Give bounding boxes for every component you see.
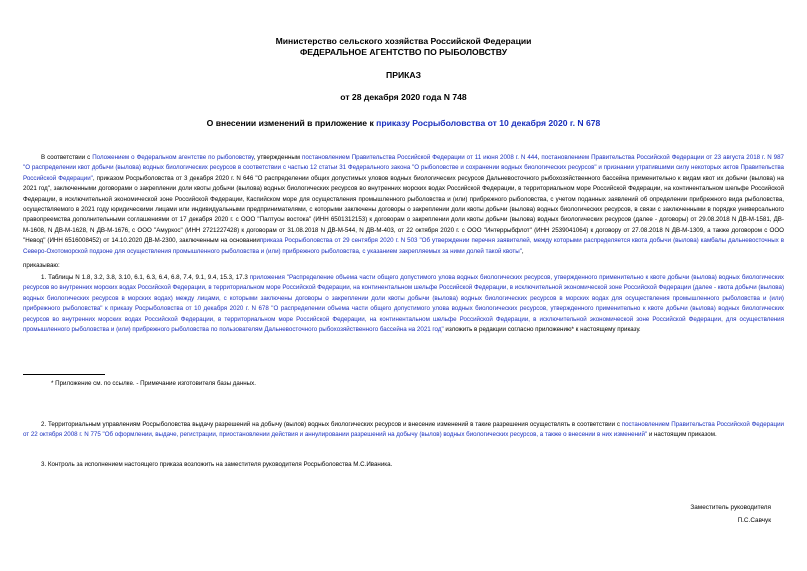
resolution-775-link[interactable]: постановлением Правительства Российской Федерации от 22 октября 2008 г. N 775 "Об оформлении, выдаче, регистрации, приостановлении действия и аннулировании разрешений на добычу (вылов) водных биологических ресурсов, а также о внесении в них изменений": [23, 421, 784, 439]
p3-text-a: 1. Таблицы N 1.8, 3.2, 3.8, 3.10, 6.1, 6.3, 6.4, 6.8, 7.4, 9.1, 9.4, 15.3, 17.3: [41, 274, 250, 281]
preamble-paragraph: [23, 153, 784, 257]
item-1-paragraph: [23, 273, 784, 366]
subject-prefix: О внесении изменений в приложение к: [206, 118, 377, 128]
p1-text-a: В соответствии с: [41, 154, 93, 161]
signatory-name: П.С.Савчук: [737, 517, 771, 524]
resolution-987-link[interactable]: постановлением Правительства Российской Федерации от 23 августа 2018 г. N 987 "О распределении квот добычи (вылова) водных биологических ресурсов в соответствии с частью 12 статьи 31 Федерального закона "О рыболовстве и сохранении водных биологических ресурсов" и признании утратившими силу некоторых актов Правительства Российской Федерации": [23, 154, 784, 182]
p1-text-b: , утвержденным: [253, 154, 302, 161]
p1-text-c: ,: [537, 154, 542, 161]
item-2-paragraph: [23, 420, 784, 452]
doc-subject: [0, 118, 807, 129]
p4-text-a: 2. Территориальным управлениям Росрыболовства выдачу разрешений на добычу (вылов) водных биологических ресурсов и внесение изменений в такие разрешения осуществлять в соответствии с: [41, 421, 622, 428]
item-3-paragraph: 3. Контроль за исполнением настоящего приказа возложить на заместителя руководителя Росрыболовства М.С.Иваника.: [41, 461, 393, 468]
footnote: * Приложение см. по ссылке. - Примечание изготовителя базы данных.: [51, 380, 256, 387]
doc-date-number: от 28 декабря 2020 года N 748: [340, 92, 467, 102]
p1-text-e: ,: [521, 247, 524, 255]
p3-text-b: изложить в редакции согласно приложению* к настоящему приказу.: [443, 326, 641, 334]
appendix-link[interactable]: приложения "Распределение объема части общего допустимого улова водных биологических ресурсов, утвержденного применительно к квоте добычи (вылова) водных биологических ресурсов во внутренних морских водах Российской Федерации, в территориальном море Российской Федерации, на континентальном шельфе Российской Федерации, в исключительной экономической зоне Российской Федерации (далее - квота добычи (вылова) водных биологических ресурсов в морских водах) между лицами, с которыми заключены договоры о закреплении доли квоты добычи (вылова) водных биологических ресурсов в морских водах для осуществления промышленного рыболовства и (или) прибрежного рыболовства" к приказу Росрыболовства от 10 декабря 2020 г. N 678 "О распределении объема части общего допустимого улова водных биологических ресурсов, утвержденного применительно к квоте добычи (вылова) водных биологических ресурсов во внутренних морских водах Российской Федерации, в территориальном море Российской Федерации, на континентальном шельфе Российской Федерации, в исключительной экономической зоне Российской Федерации, для осуществления промышленного рыболовства и (или) прибрежного рыболовства по пользователям Дальневосточного рыбохозяйственного бассейна на 2021 год": [23, 274, 784, 334]
p1-text-d: , приказом Росрыболовства от 3 декабря 2020 г. N 646 "О распределении общих допустимых уловов водных биологических ресурсов Дальневосточного рыбохозяйственного бассейна применительно к видам квот их добычи (вылова) на 2021 год", заключенными договорами о закреплении доли квоты добычи (вылова) водных биологических ресурсов во внутренних морских водах Российской Федерации, в территориальном море Российской Федерации, на континентальном шельфе Российской Федерации, в исключительной экономической зоне Российской Федерации, Каспийском море для осуществления промышленного рыболовства и (или) прибрежного рыболовства, с учетом поданных заявлений об определении прибрежного вида рыболовства, осуществляемого в 2021 году юридическими лицами или индивидуальными предпринимателями, с которыми заключены договоры о закреплении доли квоты добычи (вылова) водных биологических ресурсов, в связи с заключенными в порядке универсального правопреемства дополнительными соглашениями от 17 декабря 2020 г. с ООО "Палтусы востока" (ИНН 6501312153) к договорам о закреплении доли квоты добычи (вылова) водных биологических ресурсов (далее - договоры) от 29.08.2018 N ДВ-М-1581, ДВ-М-1608, N ДВ-М-1628, N ДВ-М-1676, с ООО "Амуркос" (ИНН 2721227428) к договорам от 31.08.2018 N ДВ-М-544, N ДВ-М-403, от 22 октября 2020 г. с ООО "Интеррыбфлот" (ИНН 2539041064) к договору от 27.08.2018 N ДВ-М-1309, а также договором с ООО "Невод" (ИНН 6516008452) от 14.10.2020 ДВ-М-2300, заключенным на основании: [23, 174, 784, 245]
p4-text-b: и настоящим приказом.: [647, 431, 717, 439]
signatory-position: Заместитель руководителя: [690, 504, 771, 511]
regulation-link[interactable]: Положением о Федеральном агентстве по рыболовству: [92, 154, 254, 161]
doc-type: ПРИКАЗ: [386, 70, 421, 80]
ministry-title: Министерство сельского хозяйства Российской Федерации: [275, 36, 532, 46]
footnote-divider: [23, 374, 105, 375]
subject-order-link[interactable]: приказу Росрыболовства от 10 декабря 2020 г. N 678: [376, 118, 601, 128]
resolution-444-link[interactable]: постановлением Правительства Российской Федерации от 11 июня 2008 г. N 444: [302, 154, 538, 161]
order-word: приказываю:: [23, 262, 60, 269]
order-503-link[interactable]: приказа Росрыболовства от 29 сентября 2020 г. N 503 "Об утверждении перечня заявителей, между которыми распределяется квота добычи (вылова) камбалы дальневосточных в Северо-Охотоморской подзоне для осуществления промышленного рыболовства и (или) прибрежного рыболовства, с указанием закрепляемых за ними долей такой квоты": [23, 237, 784, 255]
agency-title: ФЕДЕРАЛЬНОЕ АГЕНТСТВО ПО РЫБОЛОВСТВУ: [299, 47, 508, 57]
